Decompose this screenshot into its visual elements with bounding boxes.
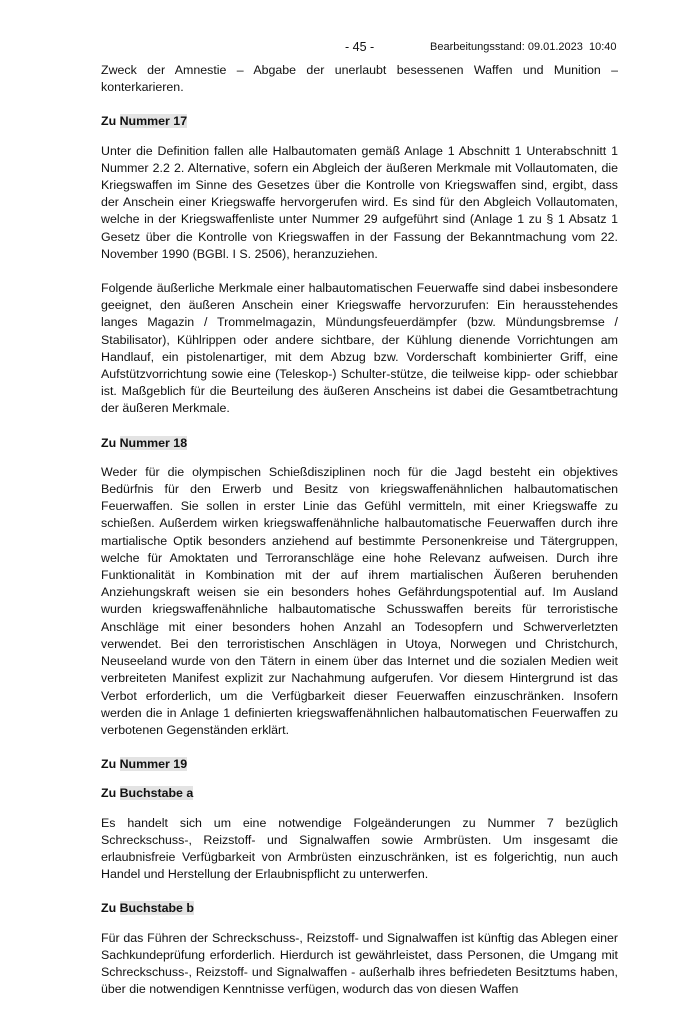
section-heading bbox=[101, 785, 618, 802]
heading-highlight: Buchstabe a bbox=[119, 786, 194, 801]
heading-prefix: Zu bbox=[101, 757, 120, 772]
edit-status: Bearbeitungsstand: 09.01.2023 10:40 bbox=[430, 41, 617, 53]
section-heading bbox=[101, 435, 618, 452]
heading-highlight: Nummer 18 bbox=[119, 435, 188, 450]
section-heading bbox=[101, 900, 618, 917]
paragraph: Folgende äußerliche Merkmale einer halbautomatischen Feuerwaffe sind dabei insbesondere geeignet, den äußeren Anschein einer Kriegswaffe hervorzurufen: Ein herausstehendes langes Magazin / Trommelmagazin, Mündungsfeuerdämpfer (bzw. Mündungsbremse / Stabilisator), Kühlrippen oder andere sichtbare, der Kühlung dienende Vorrichtungen am Handlauf, ein pistolenartiger, mit dem Abzug bzw. Vorderschaft kombinierter Griff, eine Aufstützvorrichtung sowie eine (Teleskop-) Schulter-stütze, die teilweise kipp- oder schiebbar ist. Maßgeblich für die Beurteilung des äußeren Anscheins ist dabei die Gesamtbetrachtung der äußeren Merkmale. bbox=[101, 281, 618, 416]
paragraph: Für das Führen der Schreckschuss-, Reizstoff- und Signalwaffen ist künftig das Ablegen einer Sachkundeprüfung erforderlich. Hierdurch ist gewährleistet, dass Personen, die Umgang mit Schreckschuss-, Reizstoff- und Signalwaffen - außerhalb ihres befriedeten Besitztums haben, über die notwendigen Kenntnisse verfügen, wodurch das von diesen Waffen bbox=[101, 930, 618, 997]
heading-prefix: Zu bbox=[101, 114, 120, 129]
heading-prefix: Zu bbox=[101, 901, 120, 916]
heading-highlight: Nummer 19 bbox=[119, 757, 188, 772]
document-body bbox=[101, 62, 618, 1015]
paragraph: Zweck der Amnestie – Abgabe der unerlaubt besessenen Waffen und Munition – konterkarieren. bbox=[101, 63, 618, 95]
heading-highlight: Nummer 17 bbox=[119, 114, 188, 129]
heading-highlight: Buchstabe b bbox=[119, 901, 194, 916]
section-heading bbox=[101, 756, 618, 773]
paragraph: Weder für die olympischen Schießdisziplinen noch für die Jagd besteht ein objektives Bedürfnis für den Erwerb und Besitz von kriegswaffenähnlichen halbautomatischen Feuerwaffen. Sie sollen in erster Linie das Gefühl vermitteln, mit einer Kriegswaffe zu schießen. Außerdem wirken kriegswaffenähnliche halbautomatische Feuerwaffen durch ihre martialische Optik besonders anziehend auf bestimmte Personenkreise und Tätergruppen, welche für Amoktaten und Terroranschläge eine hohe Relevanz aufweisen. Durch ihre Funktionalität in Kombination mit der auf ihrem martialischen Äußeren beruhenden Anziehungskraft weisen sie ein besonders hohes Gefährdungspotential auf. Im Ausland wurden kriegswaffenähnliche halbautomatische Schusswaffen bereits für terroristische Anschläge mit einer besonders hohen Anzahl an Todesopfern und Schwerverletzten verwendet. Bei den terroristischen Anschlägen in Utoya, Norwegen und Christchurch, Neuseeland wurde von den Tätern in einem über das Internet und die sozialen Medien weit verbreiteten Manifest explizit zur Nachahmung aufgerufen. Vor diesem Hintergrund ist das Verbot erforderlich, um die Verfügbarkeit dieser Feuerwaffen einzuschränken. Insofern werden die in Anlage 1 definierten kriegswaffenähnlichen halbautomatischen Feuerwaffen zu verbotenen Gegenständen erklärt. bbox=[101, 464, 618, 737]
paragraph: Es handelt sich um eine notwendige Folgeänderungen zu Nummer 7 bezüglich Schreckschuss-, Reizstoff- und Signalwaffen sowie Armbrüsten. Um insgesamt die erlaubnisfreie Verfügbarkeit von Armbrüsten einzuschränken, ist es folgerichtig, nun auch Handel und Herstellung der Erlaubnispflicht zu unterwerfen. bbox=[101, 815, 618, 882]
paragraph: Unter die Definition fallen alle Halbautomaten gemäß Anlage 1 Abschnitt 1 Unterabschnitt 1 Nummer 2.2 2. Alternative, sofern ein Abgleich der äußeren Merkmale mit Vollautomaten, die Kriegswaffen im Sinne des Gesetzes über die Kontrolle von Kriegswaffen sind, ergibt, dass der Anschein einer Kriegswaffe hervorgerufen wird. Es sind für den Abgleich Vollautomaten, welche in der Kriegswaffenliste unter Nummer 29 aufgeführt sind (Anlage 1 zu § 1 Absatz 1 Gesetz über die Kontrolle von Kriegswaffen in der Fassung der Bekanntmachung vom 22. November 1990 (BGBl. I S. 2506), heranzuziehen. bbox=[101, 143, 618, 261]
section-heading bbox=[101, 113, 618, 130]
page-number: - 45 - bbox=[345, 40, 375, 54]
page-header bbox=[0, 40, 700, 58]
heading-prefix: Zu bbox=[101, 435, 120, 450]
heading-prefix: Zu bbox=[101, 786, 120, 801]
